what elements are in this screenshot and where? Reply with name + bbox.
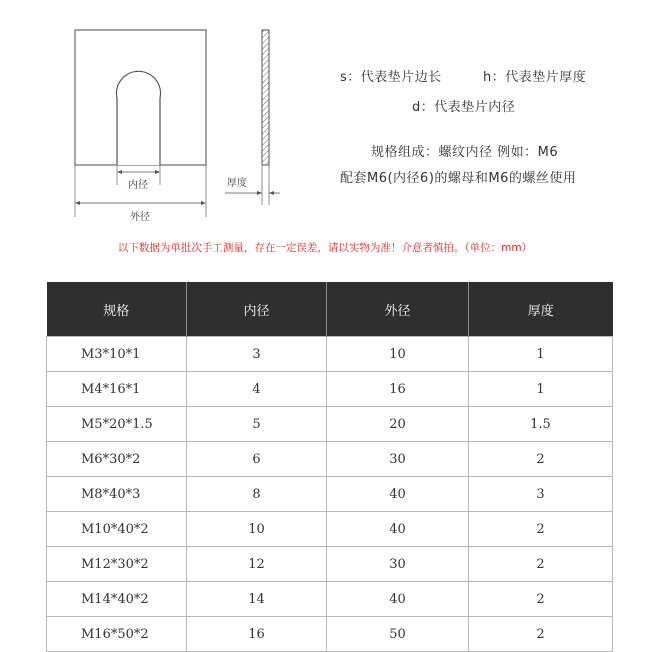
cell-outer-diameter: 40: [327, 477, 469, 512]
cell-inner-diameter: 12: [187, 547, 327, 582]
cell-thickness: 2: [469, 582, 613, 617]
cell-inner-diameter: 8: [187, 477, 327, 512]
washer-diagram: [0, 0, 320, 240]
legend-h: h：代表垫片厚度: [483, 70, 587, 85]
cell-thickness: 1.5: [469, 407, 613, 442]
table-row: [47, 582, 613, 617]
cell-spec: M10*40*2: [47, 512, 187, 547]
legend-usage: 配套M6(内径6)的螺母和M6的螺丝使用: [340, 171, 577, 186]
legend-spec: 规格组成：螺纹内径 例如：M6: [371, 145, 559, 160]
cell-outer-diameter: 30: [327, 547, 469, 582]
washer-side-view: [262, 30, 269, 165]
cell-outer-diameter: 40: [327, 512, 469, 547]
header-inner-diameter: 内径: [187, 282, 327, 337]
table-row: [47, 617, 613, 652]
cell-inner-diameter: 14: [187, 582, 327, 617]
table-row: [47, 337, 613, 372]
cell-spec: M5*20*1.5: [47, 407, 187, 442]
cell-thickness: 2: [469, 547, 613, 582]
legend-d: d：代表垫片内径: [412, 100, 516, 115]
cell-outer-diameter: 16: [327, 372, 469, 407]
table-row: [47, 547, 613, 582]
cell-thickness: 3: [469, 477, 613, 512]
cell-outer-diameter: 30: [327, 442, 469, 477]
cell-inner-diameter: 6: [187, 442, 327, 477]
header-thickness: 厚度: [469, 282, 613, 337]
cell-thickness: 2: [469, 512, 613, 547]
cell-spec: M12*30*2: [47, 547, 187, 582]
cell-spec: M3*10*1: [47, 337, 187, 372]
header-outer-diameter: 外径: [327, 282, 469, 337]
cell-outer-diameter: 10: [327, 337, 469, 372]
cell-inner-diameter: 3: [187, 337, 327, 372]
cell-spec: M4*16*1: [47, 372, 187, 407]
cell-spec: M14*40*2: [47, 582, 187, 617]
cell-thickness: 1: [469, 337, 613, 372]
cell-inner-diameter: 5: [187, 407, 327, 442]
cell-inner-diameter: 4: [187, 372, 327, 407]
table-row: [47, 512, 613, 547]
table-header-row: [47, 282, 613, 337]
outer-diameter-label: 外径: [130, 212, 150, 223]
table-row: [47, 442, 613, 477]
legend-s: s：代表垫片边长: [340, 70, 442, 85]
table-row: [47, 477, 613, 512]
cell-outer-diameter: 40: [327, 582, 469, 617]
table-row: [47, 407, 613, 442]
cell-spec: M6*30*2: [47, 442, 187, 477]
inner-diameter-label: 内径: [128, 180, 148, 191]
cell-outer-diameter: 50: [327, 617, 469, 652]
spec-table: [46, 282, 613, 652]
cell-inner-diameter: 10: [187, 512, 327, 547]
cell-outer-diameter: 20: [327, 407, 469, 442]
cell-spec: M8*40*3: [47, 477, 187, 512]
washer-hole: [117, 71, 161, 165]
table-row: [47, 372, 613, 407]
cell-thickness: 1: [469, 372, 613, 407]
cell-inner-diameter: 16: [187, 617, 327, 652]
cell-thickness: 2: [469, 442, 613, 477]
thickness-label: 厚度: [227, 178, 247, 189]
header-spec: 规格: [47, 282, 187, 337]
cell-spec: M16*50*2: [47, 617, 187, 652]
cell-thickness: 2: [469, 617, 613, 652]
measurement-notice: 以下数据为单批次手工测量，存在一定误差，请以实物为准！介意者慎拍。（单位：mm）: [117, 242, 533, 254]
